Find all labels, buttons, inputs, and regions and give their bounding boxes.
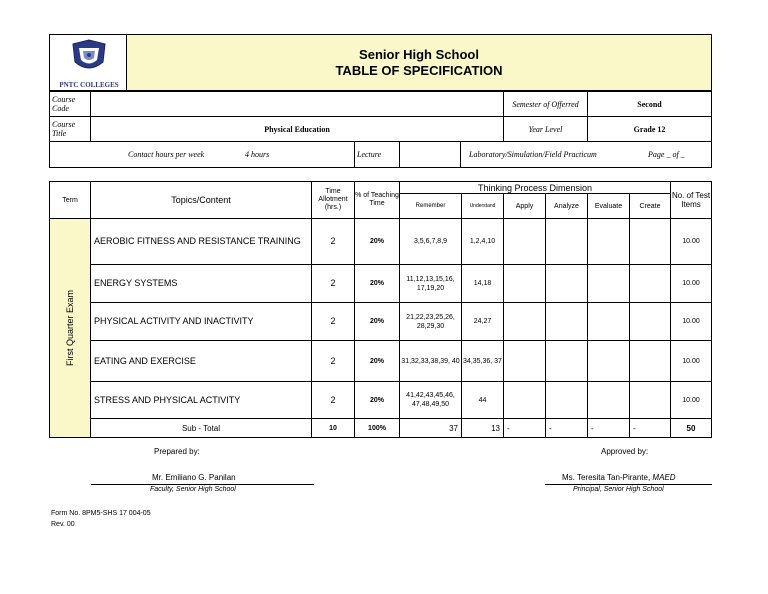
revision-number: Rev. 00	[51, 521, 75, 528]
cell-apply	[503, 302, 546, 341]
cell-understand	[461, 340, 504, 382]
cell-evaluate	[587, 264, 630, 303]
contact-hours-value: 4 hours	[245, 150, 270, 159]
cell-create	[629, 302, 671, 341]
subtotal-create-text: -	[633, 423, 636, 433]
subtotal-create	[629, 418, 671, 438]
prepared-name: Mr. Emiliano G. Panilan	[152, 473, 236, 482]
subtotal-apply-text: -	[507, 423, 510, 433]
cell-topic	[90, 340, 312, 382]
subtotal-label	[90, 418, 312, 438]
cell-topic-text: STRESS AND PHYSICAL ACTIVITY	[94, 394, 241, 405]
cell-create	[629, 264, 671, 303]
col-header-items	[670, 181, 712, 219]
cell-understand-text: 1,2,4,10	[469, 238, 496, 245]
year-level-label	[503, 116, 588, 142]
cell-topic-text: ENERGY SYSTEMS	[94, 278, 178, 288]
col-header-analyze-text: Analyze	[554, 202, 579, 210]
course-title-value-text: Physical Education	[264, 124, 330, 134]
cell-apply	[503, 218, 546, 265]
term-label: First Quarter Exam	[65, 289, 76, 367]
cell-evaluate	[587, 340, 630, 382]
cell-understand	[461, 264, 504, 303]
lab-label: Laboratory/Simulation/Field Practicum	[469, 150, 597, 159]
cell-remember	[399, 381, 462, 419]
semester-value-text: Second	[637, 99, 662, 109]
cell-apply	[503, 340, 546, 382]
cell-items	[670, 340, 712, 382]
logo-text: PNTC COLLEGES	[59, 81, 119, 89]
cell-evaluate	[587, 302, 630, 341]
year-level-label-text: Year Level	[528, 124, 563, 134]
col-header-apply-text: Apply	[515, 202, 534, 210]
course-title-label-text: Course Title	[52, 120, 76, 138]
cell-percent	[354, 381, 400, 419]
col-header-time-text: Time Allotment (hrs.)	[318, 188, 348, 211]
cell-create	[629, 381, 671, 419]
col-header-percent-text: % of Teaching Time	[355, 192, 399, 207]
cell-percent-text: 20%	[369, 238, 384, 245]
approved-name	[562, 473, 676, 482]
year-level-value-text: Grade 12	[633, 124, 666, 134]
header-logo-box	[49, 34, 127, 91]
term-cell	[49, 218, 91, 438]
cell-apply	[503, 264, 546, 303]
cell-topic	[90, 302, 312, 341]
cell-percent-text: 20%	[369, 318, 384, 325]
cell-analyze	[545, 218, 588, 265]
cell-topic-text: AEROBIC FITNESS AND RESISTANCE TRAINING	[94, 236, 301, 246]
col-header-remember	[399, 193, 462, 219]
cell-time	[311, 302, 355, 341]
course-code-value	[90, 91, 504, 117]
cell-topic-text: EATING AND EXERCISE	[94, 355, 196, 366]
col-header-topics-text: Topics/Content	[171, 195, 231, 205]
cell-percent-text: 20%	[369, 396, 384, 404]
cell-percent	[354, 264, 400, 303]
cell-items-text: 10.00	[682, 318, 700, 325]
cell-time-text: 2	[330, 236, 336, 246]
subtotal-time	[311, 418, 355, 438]
cell-time	[311, 340, 355, 382]
approved-name-text: Ms. Teresita Tan-Pirante,	[562, 473, 651, 482]
prepared-title: Faculty, Senior High School	[150, 486, 236, 493]
col-header-remember-text: Remember	[415, 203, 446, 209]
semester-value	[587, 91, 712, 117]
cell-time-text: 2	[330, 394, 336, 405]
col-header-evaluate	[587, 193, 630, 219]
cell-remember-text: 11,12,13,15,16, 17,19,20	[406, 275, 455, 292]
prepared-by-label: Prepared by:	[154, 447, 200, 456]
cell-remember	[399, 218, 462, 265]
col-header-topics	[90, 181, 312, 219]
col-header-create	[629, 193, 671, 219]
cell-percent	[354, 302, 400, 341]
cell-percent-text: 20%	[369, 357, 384, 365]
course-code-label	[49, 91, 91, 117]
form-number: Form No. 8PM5-SHS 17 004-05	[51, 510, 151, 517]
subtotal-remember-text: 37	[449, 423, 458, 433]
subtotal-time-text: 10	[329, 424, 337, 432]
cell-percent	[354, 340, 400, 382]
cell-topic	[90, 381, 312, 419]
cell-time-text: 2	[330, 278, 336, 288]
cell-apply	[503, 381, 546, 419]
subtotal-label-text: Sub - Total	[181, 423, 221, 433]
cell-time-text: 2	[330, 316, 336, 326]
cell-evaluate	[587, 218, 630, 265]
cell-items-text: 10.00	[682, 280, 700, 287]
cell-create	[629, 340, 671, 382]
cell-percent	[354, 218, 400, 265]
cell-time	[311, 264, 355, 303]
subtotal-analyze	[545, 418, 588, 438]
cell-understand-text: 34,35,36, 37	[463, 357, 502, 365]
subtotal-items-text: 50	[686, 423, 696, 433]
subtotal-understand	[461, 418, 504, 438]
lecture-label	[354, 141, 400, 168]
semester-label	[503, 91, 588, 117]
cell-remember	[399, 264, 462, 303]
approved-by-label: Approved by:	[601, 447, 649, 456]
cell-remember-text: 31,32,33,38,39, 40	[401, 357, 460, 365]
cell-evaluate	[587, 381, 630, 419]
cell-remember-text: 41,42,43,45,46, 47,48,49,50	[406, 392, 455, 408]
cell-create	[629, 218, 671, 265]
approved-title: Principal, Senior High School	[573, 486, 664, 493]
cell-remember	[399, 340, 462, 382]
subtotal-analyze-text: -	[549, 423, 552, 433]
cell-analyze	[545, 302, 588, 341]
subtotal-remember	[399, 418, 462, 438]
cell-understand-text: 14,18	[473, 280, 492, 287]
col-header-time	[311, 181, 355, 219]
cell-analyze	[545, 381, 588, 419]
cell-percent-text: 20%	[369, 280, 384, 287]
cell-topic	[90, 218, 312, 265]
col-header-items-text: No. of Test Items	[671, 191, 711, 209]
col-header-understand	[461, 193, 504, 219]
header-title-line1: Senior High School	[359, 46, 479, 62]
subtotal-percent-text: 100%	[368, 424, 386, 432]
cell-understand	[461, 218, 504, 265]
cell-remember-text: 21,22,23,25,26, 28,29,30	[406, 313, 455, 330]
subtotal-understand-text: 13	[491, 423, 500, 433]
subtotal-apply	[503, 418, 546, 438]
header-title-box	[126, 34, 712, 91]
approved-signature-line	[545, 484, 712, 485]
cell-analyze	[545, 264, 588, 303]
page-label: Page _ of _	[648, 150, 685, 159]
cell-understand	[461, 381, 504, 419]
cell-analyze	[545, 340, 588, 382]
subtotal-percent	[354, 418, 400, 438]
col-header-term-text: Term	[62, 196, 78, 204]
cell-time	[311, 218, 355, 265]
approved-name-suffix: MAED	[652, 473, 676, 482]
cell-items-text: 10.00	[682, 238, 700, 245]
cell-understand	[461, 302, 504, 341]
cell-items-text: 10.00	[682, 396, 700, 404]
course-title-label	[49, 116, 91, 142]
course-code-label-text: Course Code	[52, 95, 76, 113]
col-header-term	[49, 181, 91, 219]
subtotal-evaluate	[587, 418, 630, 438]
col-header-analyze	[545, 193, 588, 219]
col-header-create-text: Create	[639, 202, 661, 210]
header-title-line2: TABLE OF SPECIFICATION	[335, 62, 503, 78]
cell-understand-text: 44	[478, 396, 487, 404]
course-title-value	[90, 116, 504, 142]
prepared-signature-line	[91, 484, 314, 485]
col-header-thinking-text: Thinking Process Dimension	[477, 182, 593, 193]
cell-items	[670, 218, 712, 265]
cell-topic-text: PHYSICAL ACTIVITY AND INACTIVITY	[94, 316, 254, 326]
subtotal-items	[670, 418, 712, 438]
cell-remember	[399, 302, 462, 341]
lecture-label-text: Lecture	[357, 150, 382, 159]
col-header-evaluate-text: Evaluate	[594, 202, 623, 210]
school-seal-icon	[69, 38, 109, 76]
cell-items	[670, 302, 712, 341]
col-header-percent	[354, 181, 400, 219]
cell-items	[670, 381, 712, 419]
cell-items-text: 10.00	[682, 357, 700, 365]
col-header-understand-text: Understand	[469, 203, 496, 209]
cell-items	[670, 264, 712, 303]
cell-time-text: 2	[330, 355, 336, 366]
subtotal-evaluate-text: -	[591, 423, 594, 433]
cell-remember-text: 3,5,6,7,8,9	[413, 238, 448, 245]
semester-label-text: Semester of Offerred	[512, 99, 579, 109]
col-header-apply	[503, 193, 546, 219]
lecture-value	[399, 141, 461, 168]
cell-understand-text: 24,27	[473, 318, 492, 325]
cell-time	[311, 381, 355, 419]
year-level-value	[587, 116, 712, 142]
cell-topic	[90, 264, 312, 303]
contact-hours-label: Contact hours per week	[128, 150, 205, 159]
